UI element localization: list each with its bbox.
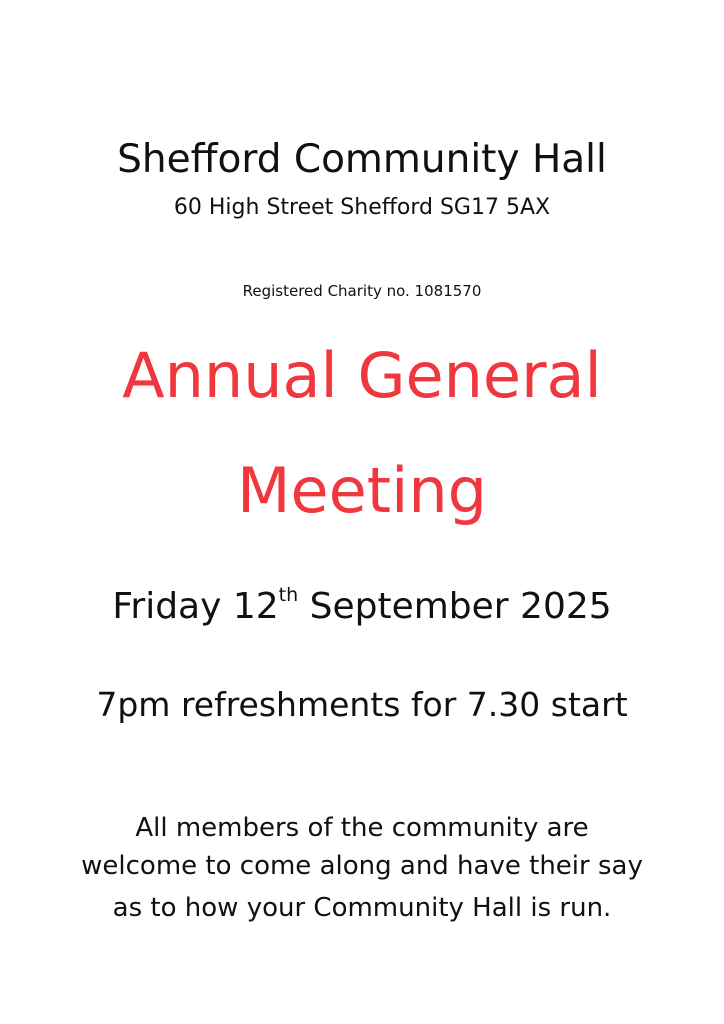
headline-line-1: Annual General (122, 339, 602, 412)
venue-name: Shefford Community Hall (117, 137, 607, 182)
date-ordinal-suffix: th (278, 584, 299, 606)
headline-line-2: Meeting (237, 454, 487, 527)
message-line-3: as to how your Community Hall is run. (112, 893, 612, 923)
message-line-2: welcome to come along and have their say (81, 851, 643, 881)
message-line-1: All members of the community are (135, 813, 589, 843)
charity-number: Registered Charity no. 1081570 (242, 282, 482, 300)
meeting-time: 7pm refreshments for 7.30 start (96, 685, 628, 724)
venue-address: 60 High Street Shefford SG17 5AX (173, 195, 551, 220)
date-month-year: September 2025 (298, 586, 612, 627)
meeting-date (0, 584, 724, 627)
date-day: Friday 12 (112, 586, 279, 627)
